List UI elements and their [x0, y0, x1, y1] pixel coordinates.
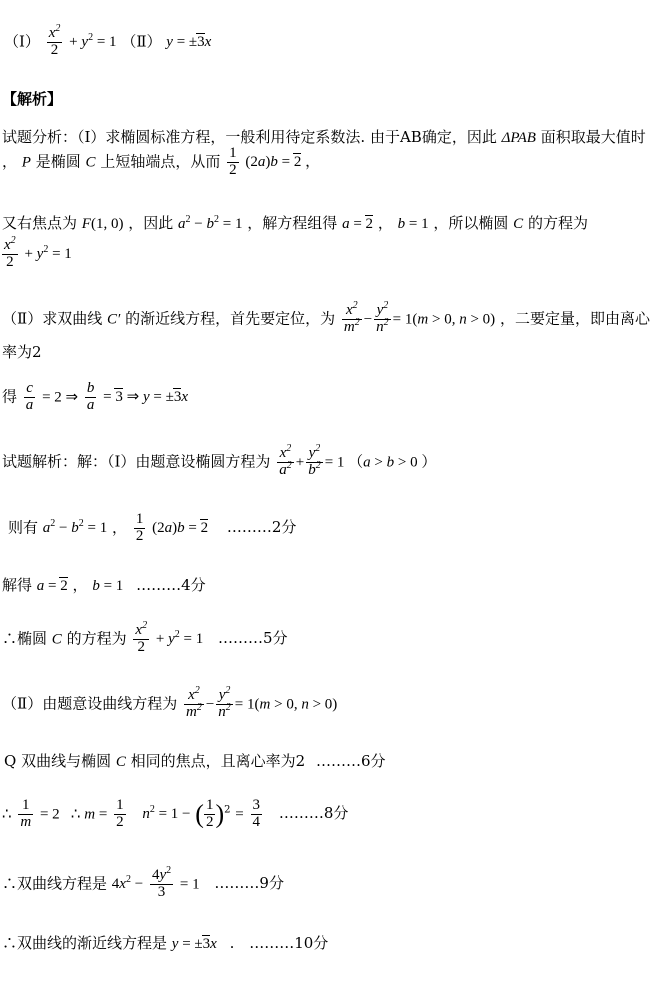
solution-text: ， [72, 576, 88, 594]
score-6: ………6分 [315, 752, 386, 770]
solution-line-9: ∴双曲线的渐近线方程是 y = ±3x . ………10分 [2, 934, 329, 952]
solution-line-1: 试题解析：解：（Ⅰ）由题意设椭圆方程为 $\frac{x^2}{a^2}$ + $\frac{y^2}{b^2}$ = 1 （a > b > 0 ） [2, 443, 437, 478]
solution-text: （Ⅱ）由题意设曲线方程为 [2, 694, 178, 713]
analysis-text: ，二要定量，即由离心 [499, 309, 650, 328]
analysis-line-5: （Ⅱ）求双曲线 C′ 的渐近线方程，首先要定位，为 $\frac{x^2}{m^2}$ − $\frac{y^2}{n^2}$ = 1(m > 0, n > 0) ，二要定量，即由离心 [2, 300, 650, 335]
ellipse-eq-fraction: $\frac{x^2}{2}$ [48, 23, 61, 58]
solution-line-8: ∴双曲线方程是 $4x^2$ − $\frac{4y^2}{3}$ = 1 ………9分 [2, 865, 284, 900]
analysis-text: ， [2, 152, 18, 171]
analysis-line-7: 得 $\frac{c}{a}$ = 2 ⇒ $\frac{b}{a}$ = 3 ⇒ y = ±3x [2, 380, 189, 413]
solution-text: . [229, 934, 235, 952]
analysis-line-2: ， P 是椭圆 C 上短轴端点，从而 $\frac{1}{2}$ (2a)b = 2 ， [2, 145, 321, 178]
solution-text: ， [112, 518, 128, 537]
solution-line-5: （Ⅱ）由题意设曲线方程为 $\frac{x^2}{m^2}$ − $\frac{y^2}{n^2}$ = 1(m > 0, n > 0) [2, 685, 338, 720]
analysis-line-3: 又右焦点为 F(1, 0) ，因此 $a^2 - b^2 = 1$ ，解方程组得 a = 2 ， b = 1 ，所以椭圆 C 的方程为 [2, 214, 588, 232]
solution-text: 解得 [2, 576, 33, 594]
triangle-label: ΔPAB [501, 130, 536, 146]
analysis-text: （Ⅱ）求双曲线 [2, 309, 103, 328]
analysis-text: ，所以椭圆 [433, 214, 509, 232]
score-2: ………2分 [226, 518, 297, 537]
analysis-text: 面积取最大值时 [540, 128, 646, 146]
solution-line-6: Q 双曲线与椭圆 C 相同的焦点，且离心率为2 ………6分 [4, 752, 386, 770]
solution-line-4: ∴椭圆 C 的方程为 $\frac{x^2}{2}$ + $y^2 = 1$ ………5分 [2, 620, 288, 655]
part1-label: （Ⅰ） [4, 32, 40, 51]
score-5: ………5分 [217, 629, 288, 648]
analysis-text: 是椭圆 [35, 152, 81, 171]
analysis-text: ，解方程组得 [247, 214, 338, 232]
solution-text: 的方程为 [66, 629, 127, 648]
answer-line [4, 23, 212, 59]
formula: (2a)b = 2 ， [245, 154, 321, 171]
solution-line-3: 解得 a = 2 ， b = 1 ………4分 [2, 576, 206, 594]
analysis-text: 上短轴端点，从而 [100, 152, 221, 171]
solution-text: 则有 [8, 518, 39, 537]
solution-line-7: ∴ $\frac{1}{m}$ = 2 ∴ m = $\frac{1}{2}$ $n^2 = 1$ − ( $\frac{1}{2}$ )$^2$ = $\frac{3}{4}$ ………8分 [2, 797, 349, 830]
analysis-text: 的方程为 [527, 214, 588, 232]
analysis-line-4: $\frac{x^2}{2}$ + $y^2 = 1$ [4, 235, 72, 270]
solution-text: ∴椭圆 [2, 629, 48, 648]
analysis-text: 得 [2, 387, 18, 406]
analysis-text: 的渐近线方程，首先要定位，为 [125, 309, 336, 328]
solution-text: Q 双曲线与椭圆 [4, 752, 112, 770]
analysis-header: 【解析】 [2, 90, 63, 108]
solution-text: 试题解析：解：（Ⅰ）由题意设椭圆方程为 [2, 452, 271, 471]
ellipse-eq-rest: + $y^2 = 1$ [69, 32, 117, 51]
score-9: ………9分 [214, 874, 284, 893]
analysis-text: ， [377, 214, 393, 232]
score-10: ………10分 [249, 934, 329, 952]
solution-text: ∴双曲线方程是 [2, 874, 108, 893]
solution-text: ∴双曲线的渐近线方程是 [2, 934, 168, 952]
analysis-text: 又右焦点为 [2, 214, 78, 232]
part2-label: （Ⅱ） [121, 32, 162, 51]
asymptote-answer: y = ±3x [166, 34, 212, 51]
analysis-text: ，因此 [128, 214, 174, 232]
score-4: ………4分 [136, 576, 206, 594]
solution-text: 相同的焦点，且离心率为2 [130, 752, 306, 770]
analysis-line-1 [2, 126, 646, 147]
score-8: ………8分 [278, 804, 349, 823]
analysis-line-6: 率为2 [2, 343, 42, 361]
analysis-text: 试题分析：（Ⅰ）求椭圆标准方程，一般利用待定系数法. 由于AB确定，因此 [2, 128, 497, 146]
solution-line-2: 则有 $a^2 - b^2 = 1$ ， $\frac{1}{2}$ (2a)b = 2 ………2分 [8, 511, 297, 544]
